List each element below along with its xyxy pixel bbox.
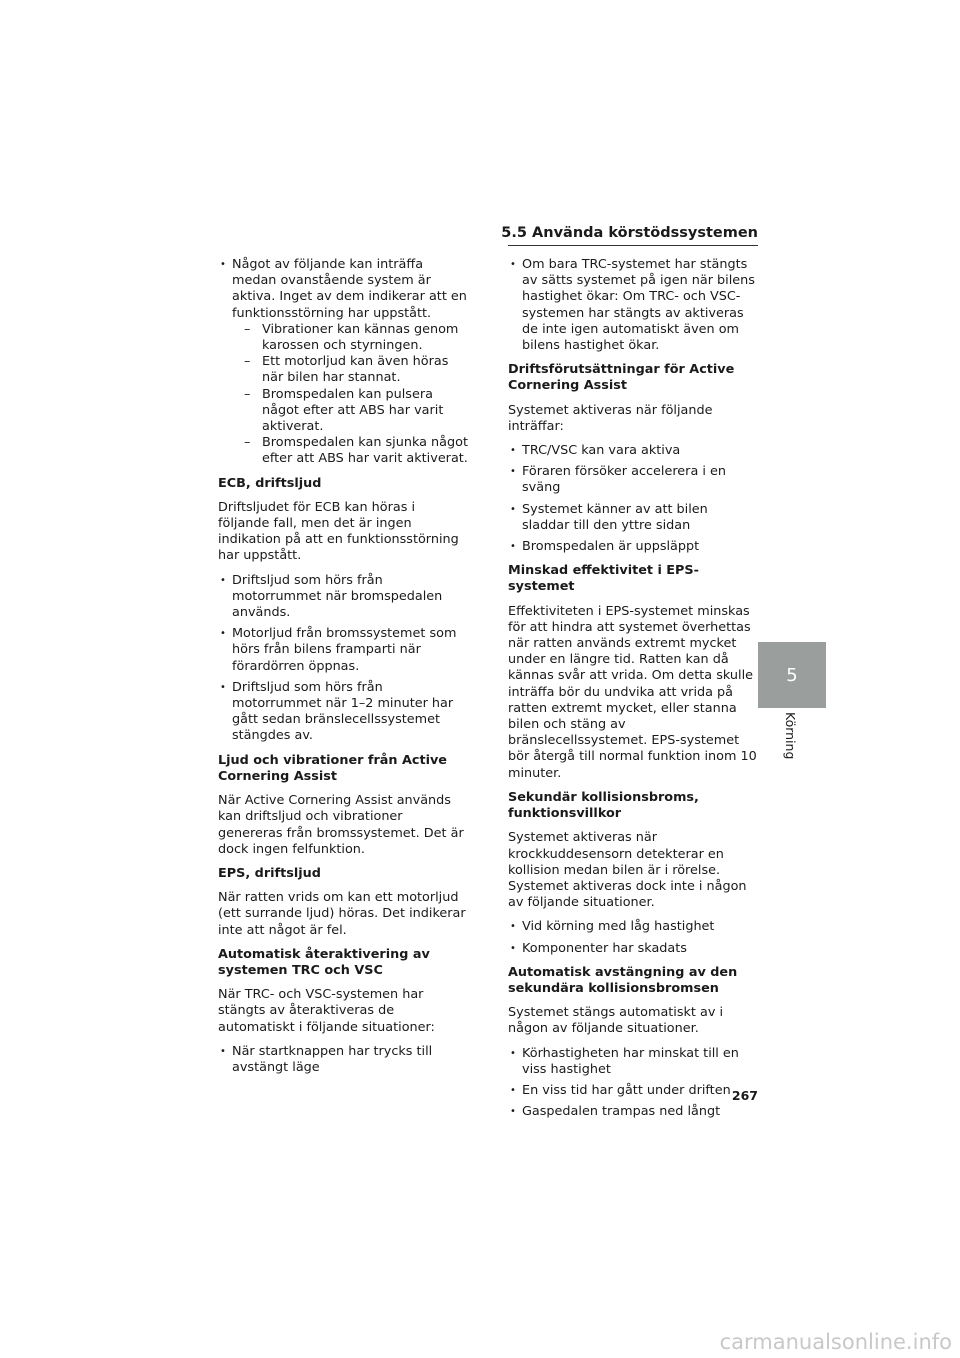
- watermark: carmanualsonline.info: [719, 1330, 952, 1354]
- list-item: • Komponenter har skadats: [508, 941, 758, 957]
- list-item: • Gaspedalen trampas ned långt: [508, 1104, 758, 1120]
- reactivation-heading: Automatisk återaktivering av systemen TRC och VSC: [218, 946, 430, 978]
- section-title: 5.5 Använda körstödssystemen: [501, 225, 758, 241]
- sub-list-item: – Bromspedalen kan pulsera något efter att ABS har varit aktiverat.: [232, 387, 468, 436]
- sub-list-item: – Ett motorljud kan även höras när bilen har stannat.: [232, 354, 468, 386]
- ecb-list: [218, 573, 468, 745]
- list-item: • Driftsljud som hörs från motorrummet när bromspedalen används.: [218, 573, 468, 622]
- trc-list: [508, 257, 758, 354]
- chapter-number: 5: [786, 664, 798, 686]
- list-item: • TRC/VSC kan vara aktiva: [508, 443, 758, 459]
- page-number: 267: [731, 1088, 758, 1103]
- reactivation-paragraph: När TRC- och VSC-systemen har stängts av återaktiveras de automatiskt i följande situationer:: [218, 987, 435, 1035]
- list-item: • Föraren försöker accelerera i en sväng: [508, 464, 758, 496]
- list-item: • Systemet känner av att bilen sladdar till den yttre sidan: [508, 502, 758, 534]
- conditions-heading: Driftsförutsättningar för Active Cornering Assist: [508, 362, 735, 394]
- ecb-heading: ECB, driftsljud: [218, 475, 322, 491]
- secondary-heading: Sekundär kollisionsbroms, funktionsvillkor: [508, 789, 699, 822]
- eps-heading: EPS, driftsljud: [218, 865, 321, 881]
- list-item: • Bromspedalen är uppsläppt: [508, 539, 758, 555]
- acs-paragraph: När Active Cornering Assist används kan driftsljud och vibrationer genereras från bromssystemet. Det är dock ingen felfunktion.: [218, 793, 464, 857]
- auto-off-list: [508, 1046, 758, 1121]
- secondary-paragraph: Systemet aktiveras när krockkuddesensorn detekterar en kollision medan bilen är i rörelse. Systemet aktiveras dock inte i någon av följande situationer.: [508, 830, 747, 911]
- eps-paragraph: När ratten vrids om kan ett motorljud (ett surrande ljud) höras. Det indikerar inte att något är fel.: [218, 890, 466, 938]
- intro-bullet-text: Något av följande kan inträffa medan ovanstående system är aktiva. Inget av dem indikerar att en funktionsstörning har uppstått.: [232, 257, 467, 321]
- list-item: • När startknappen har trycks till avstängt läge: [218, 1044, 468, 1076]
- sub-list-item: – Bromspedalen kan sjunka något efter att ABS har varit aktiverat.: [232, 435, 468, 467]
- chapter-label: Körning: [783, 712, 798, 760]
- list-item: • En viss tid har gått under driften: [508, 1083, 758, 1099]
- conditions-paragraph: Systemet aktiveras när följande inträffar:: [508, 402, 713, 434]
- eps-reduced-heading: Minskad effektivitet i EPS-systemet: [508, 563, 699, 595]
- eps-reduced-paragraph: Effektiviteten i EPS-systemet minskas för att hindra att systemet överhettas när ratten används extremt mycket under en längre tid. Ratten kan då kännas svår att vrida. Om detta skulle inträffa bör du undvika att vrida på ratten extremt mycket, eller stanna bilen och stäng av bränslecellssystemet. EPS-systemet bör återgå till normal funktion inom 10 minuter.: [508, 603, 757, 781]
- acs-heading: Ljud och vibrationer från Active Cornering Assist: [218, 752, 447, 784]
- left-column: [218, 257, 468, 1084]
- intro-list: [218, 257, 468, 468]
- conditions-list: [508, 443, 758, 555]
- list-item: • Körhastigheten har minskat till en viss hastighet: [508, 1046, 758, 1078]
- list-item: • Vid körning med låg hastighet: [508, 919, 758, 935]
- intro-sublist: [232, 322, 468, 468]
- ecb-paragraph: Driftsljudet för ECB kan höras i följande fall, men det är ingen indikation på att en funktionsstörning har uppstått.: [218, 499, 459, 564]
- auto-off-paragraph: Systemet stängs automatiskt av i någon av följande situationer.: [508, 1005, 724, 1037]
- list-item: • Om bara TRC-systemet har stängts av sätts systemet på igen när bilens hastighet ökar: Om TRC- och VSC-systemen har stängts av aktiveras de inte igen automatiskt även om bilens hastighet ökar.: [508, 257, 758, 354]
- chapter-tab: [758, 642, 826, 708]
- secondary-list: [508, 919, 758, 956]
- auto-off-heading: Automatisk avstängning av den sekundära kollisionsbromsen: [508, 964, 738, 996]
- sub-list-item: – Vibrationer kan kännas genom karossen och styrningen.: [232, 322, 468, 354]
- list-item: • Driftsljud som hörs från motorrummet när 1–2 minuter har gått sedan bränslecellssystemet stängdes av.: [218, 680, 468, 745]
- reactivation-list: [218, 1044, 468, 1076]
- list-item: [218, 257, 468, 468]
- header-divider: [508, 245, 758, 246]
- right-column: [508, 257, 758, 1128]
- list-item: • Motorljud från bromssystemet som hörs från bilens framparti när förardörren öppnas.: [218, 626, 468, 675]
